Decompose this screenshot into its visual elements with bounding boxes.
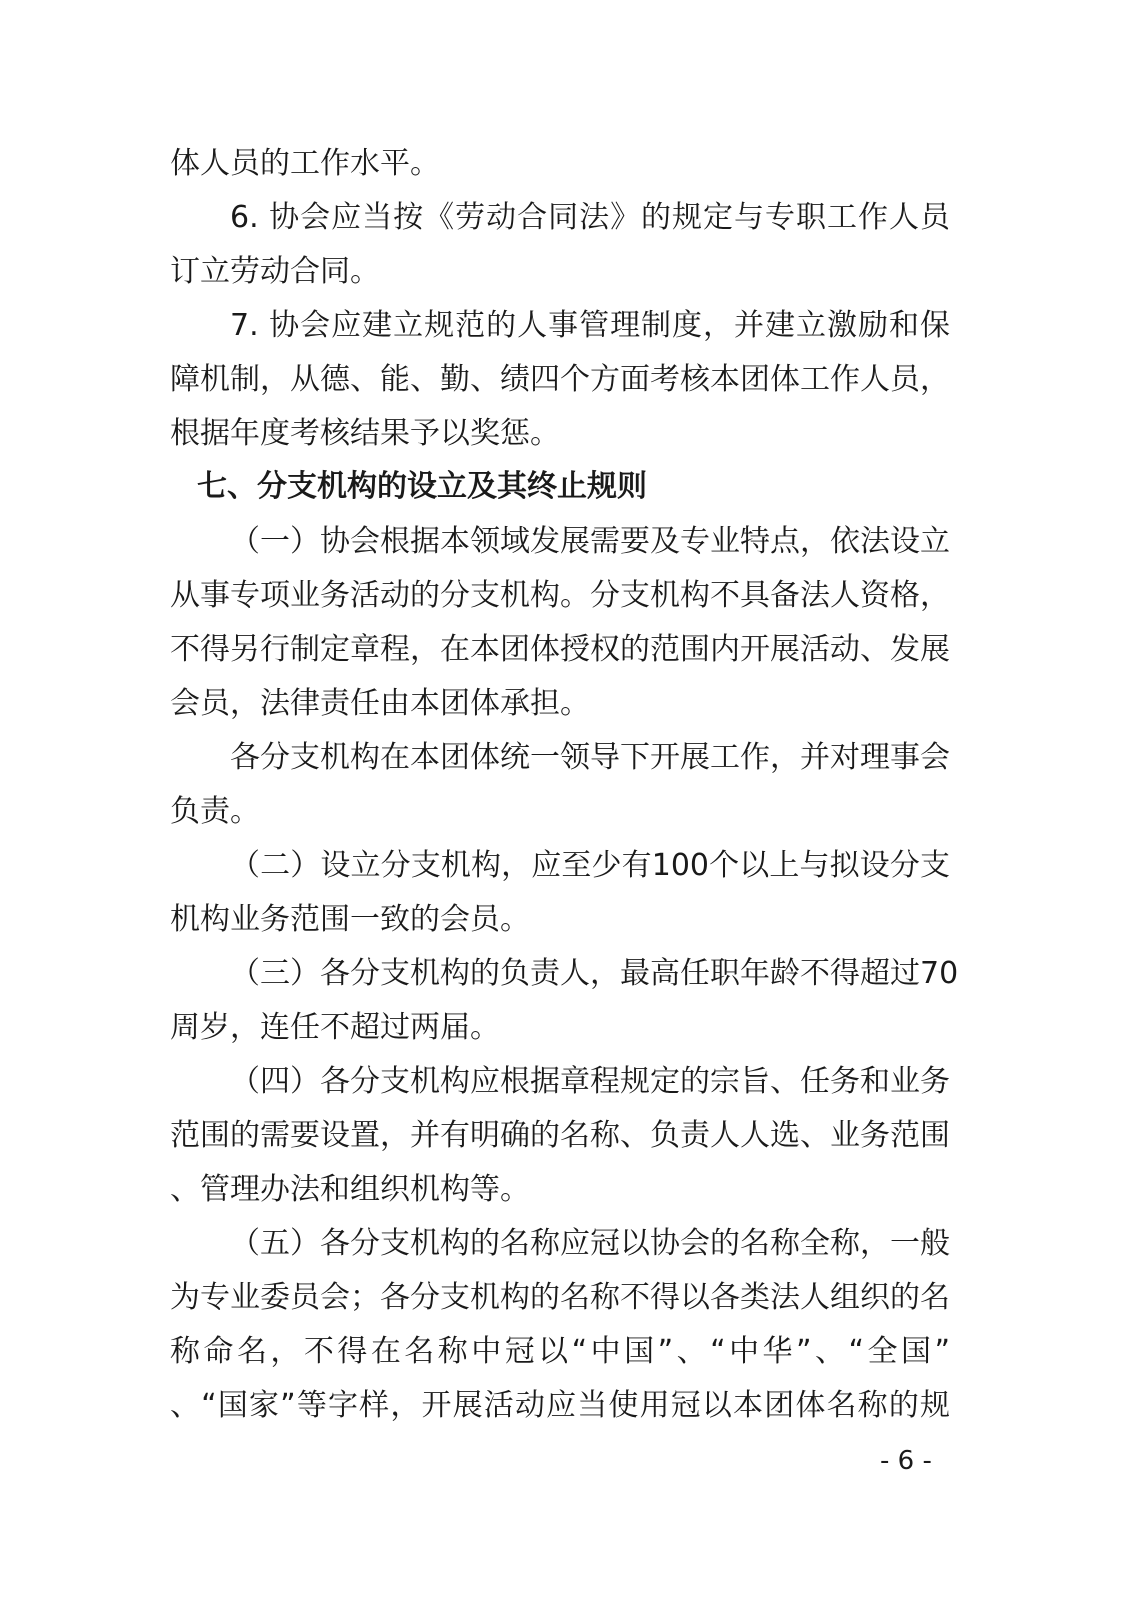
text-line: 机构业务范围一致的会员。 <box>170 902 530 937</box>
text-line: 障机制，从德、能、勤、绩四个方面考核本团体工作人员， <box>170 362 950 397</box>
text-line: 、“国家”等字样，开展活动应当使用冠以本团体名称的规 <box>170 1388 950 1423</box>
text-line: 不得另行制定章程，在本团体授权的范围内开展活动、发展 <box>170 632 950 667</box>
text-line: 体人员的工作水平。 <box>170 146 440 181</box>
page-number: - 6 - <box>880 1446 932 1476</box>
text-line: 根据年度考核结果予以奖惩。 <box>170 416 560 451</box>
text-line: 6. 协会应当按《劳动合同法》的规定与专职工作人员 <box>230 200 950 235</box>
text-line: （一）协会根据本领域发展需要及专业特点，依法设立 <box>230 524 950 559</box>
text-line: 订立劳动合同。 <box>170 254 380 289</box>
text-line: 称命名，不得在名称中冠以“中国”、“中华”、“全国” <box>170 1334 950 1369</box>
section-heading: 七、分支机构的设立及其终止规则 <box>197 469 647 504</box>
text-line: 、管理办法和组织机构等。 <box>170 1172 530 1207</box>
text-line: 周岁，连任不超过两届。 <box>170 1010 500 1045</box>
text-line: 会员，法律责任由本团体承担。 <box>170 686 590 721</box>
text-line: 从事专项业务活动的分支机构。分支机构不具备法人资格， <box>170 578 950 613</box>
text-line: （三）各分支机构的负责人，最高任职年龄不得超过70 <box>230 956 959 991</box>
text-line: 各分支机构在本团体统一领导下开展工作，并对理事会 <box>230 740 950 775</box>
text-line: （四）各分支机构应根据章程规定的宗旨、任务和业务 <box>230 1064 950 1099</box>
text-line: 为专业委员会；各分支机构的名称不得以各类法人组织的名 <box>170 1280 950 1315</box>
text-line: 7. 协会应建立规范的人事管理制度，并建立激励和保 <box>230 308 950 343</box>
text-line: （五）各分支机构的名称应冠以协会的名称全称，一般 <box>230 1226 950 1261</box>
text-line: （二）设立分支机构，应至少有100个以上与拟设分支 <box>230 848 950 883</box>
text-line: 范围的需要设置，并有明确的名称、负责人人选、业务范围 <box>170 1118 950 1153</box>
text-line: 负责。 <box>170 794 260 829</box>
